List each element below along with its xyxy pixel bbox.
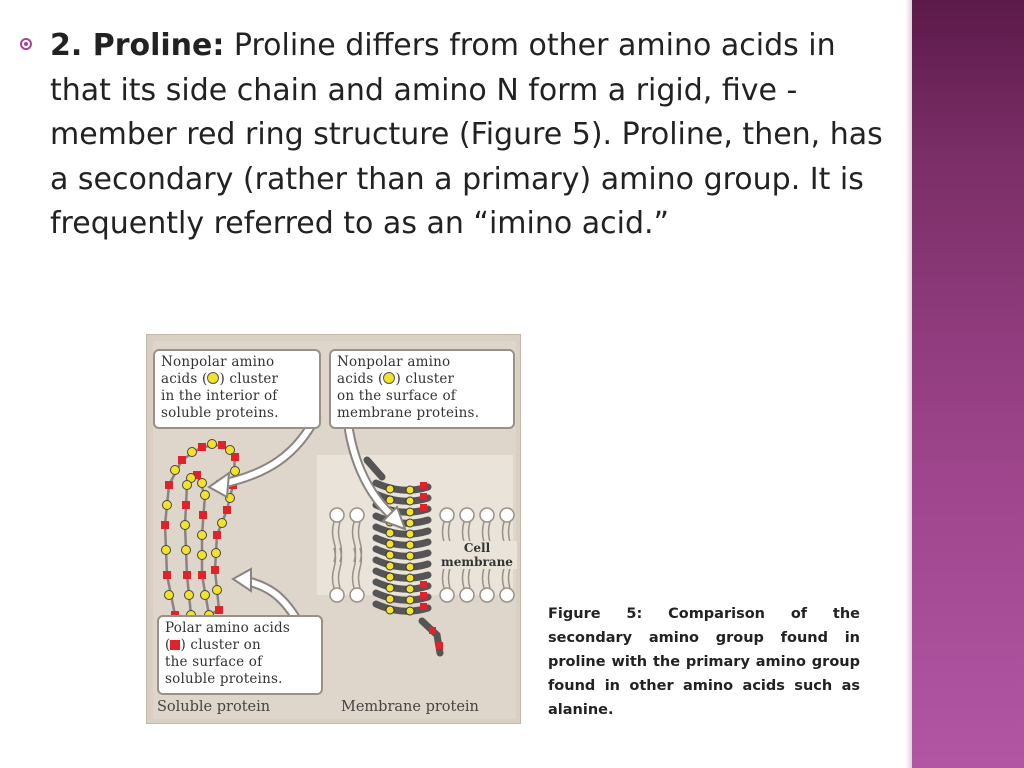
nonpolar-symbol-icon (383, 372, 395, 384)
nonpolar-residue (386, 496, 394, 504)
polar-symbol-icon (170, 640, 180, 650)
callout-line: membrane proteins. (337, 405, 480, 421)
nonpolar-residue (386, 540, 394, 548)
nonpolar-residue (213, 586, 222, 595)
callout-nonpolar-interior (153, 349, 321, 429)
nonpolar-residue (406, 552, 414, 560)
polar-residue (178, 456, 186, 464)
slide-body-text (50, 24, 900, 247)
polar-residue (231, 453, 239, 461)
nonpolar-residue (406, 508, 414, 516)
polar-residue (420, 603, 427, 610)
callout-line: on the surface of (337, 388, 457, 404)
callout-line: soluble proteins. (165, 671, 283, 687)
nonpolar-residue (386, 606, 394, 614)
polar-residue (218, 441, 226, 449)
nonpolar-residue (386, 584, 394, 592)
nonpolar-residue (386, 485, 394, 493)
callout-line: the surface of (165, 654, 263, 670)
lipid-head (480, 588, 494, 602)
slide-paragraph: Proline differs from other amino acids in that its side chain and amino N form a rigid, five -member red ring structure (Figure 5). Proline, then, has a secondary (rather than a primary) amino group. It is frequently referred to as an “imino acid.” (50, 28, 883, 241)
callout-line: Polar amino acids (165, 620, 290, 636)
polar-residue (161, 521, 169, 529)
polar-residue (420, 504, 427, 511)
callout-polar-surface (157, 615, 323, 695)
polar-residue (420, 482, 427, 489)
polar-residue (165, 481, 173, 489)
nonpolar-residue (165, 591, 174, 600)
callout-nonpolar-membrane (329, 349, 515, 429)
nonpolar-residue (386, 529, 394, 537)
lipid-head (440, 588, 454, 602)
polar-residue (213, 531, 221, 539)
polar-residue (199, 511, 207, 519)
polar-residue (183, 571, 191, 579)
nonpolar-residue (406, 574, 414, 582)
callout-line: acids ( ) cluster (337, 371, 455, 387)
membrane-protein-label: Membrane protein (341, 699, 479, 715)
lipid-head (440, 508, 454, 522)
polar-residue (182, 501, 190, 509)
polar-residue (429, 627, 436, 634)
polar-residue (223, 506, 231, 514)
lipid-head (460, 508, 474, 522)
nonpolar-residue (201, 591, 210, 600)
nonpolar-residue (171, 466, 180, 475)
cell-membrane-label (437, 541, 517, 569)
polar-residue (420, 581, 427, 588)
nonpolar-residue (406, 563, 414, 571)
lipid-head (460, 588, 474, 602)
nonpolar-residue (406, 486, 414, 494)
polar-residue (163, 571, 171, 579)
lipid-head (350, 588, 364, 602)
callout-line: Nonpolar amino (161, 354, 275, 370)
lipid-head (500, 508, 514, 522)
nonpolar-residue (406, 596, 414, 604)
polar-residue (215, 606, 223, 614)
nonpolar-residue (182, 546, 191, 555)
protein-figure (146, 334, 521, 724)
lipid-head (480, 508, 494, 522)
nonpolar-residue (231, 467, 240, 476)
nonpolar-residue (406, 607, 414, 615)
polar-residue (198, 443, 206, 451)
callout-line: Nonpolar amino (337, 354, 451, 370)
cell-label-line: Cell (463, 541, 491, 555)
nonpolar-residue (198, 479, 207, 488)
nonpolar-residue (406, 497, 414, 505)
nonpolar-residue (406, 530, 414, 538)
nonpolar-residue (185, 591, 194, 600)
polar-residue (420, 493, 427, 500)
sidebar-shadow (906, 0, 912, 768)
nonpolar-residue (208, 440, 217, 449)
decorative-sidebar (912, 0, 1024, 768)
nonpolar-residue (201, 491, 210, 500)
callout-line: acids ( ) cluster (161, 371, 279, 387)
nonpolar-residue (162, 546, 171, 555)
slide-heading: 2. Proline: (50, 28, 225, 63)
nonpolar-residue (386, 562, 394, 570)
nonpolar-residue (181, 521, 190, 530)
nonpolar-residue (406, 541, 414, 549)
nonpolar-residue (218, 519, 227, 528)
nonpolar-residue (386, 551, 394, 559)
polar-residue (211, 566, 219, 574)
nonpolar-residue (188, 448, 197, 457)
nonpolar-symbol-icon (207, 372, 219, 384)
callout-line: ( ) cluster on (165, 637, 261, 653)
nonpolar-residue (406, 519, 414, 527)
soluble-protein-label: Soluble protein (157, 699, 271, 715)
nonpolar-residue (163, 501, 172, 510)
nonpolar-residue (212, 549, 221, 558)
polar-residue (436, 642, 443, 649)
lipid-head (330, 588, 344, 602)
nonpolar-residue (406, 585, 414, 593)
cell-label-line: membrane (441, 555, 513, 569)
nonpolar-residue (183, 481, 192, 490)
bullet-icon (20, 38, 32, 50)
nonpolar-residue (198, 531, 207, 540)
callout-line: in the interior of (161, 388, 278, 404)
figure-caption: Figure 5: Comparison of the secondary amino group found in proline with the primary amino group found in other amino acids such as alanine. (548, 606, 860, 718)
lipid-head (500, 588, 514, 602)
lipid-head (330, 508, 344, 522)
polar-residue (420, 592, 427, 599)
nonpolar-residue (198, 551, 207, 560)
callout-line: soluble proteins. (161, 405, 279, 421)
lipid-head (350, 508, 364, 522)
polar-residue (198, 571, 206, 579)
nonpolar-residue (386, 595, 394, 603)
nonpolar-residue (386, 573, 394, 581)
